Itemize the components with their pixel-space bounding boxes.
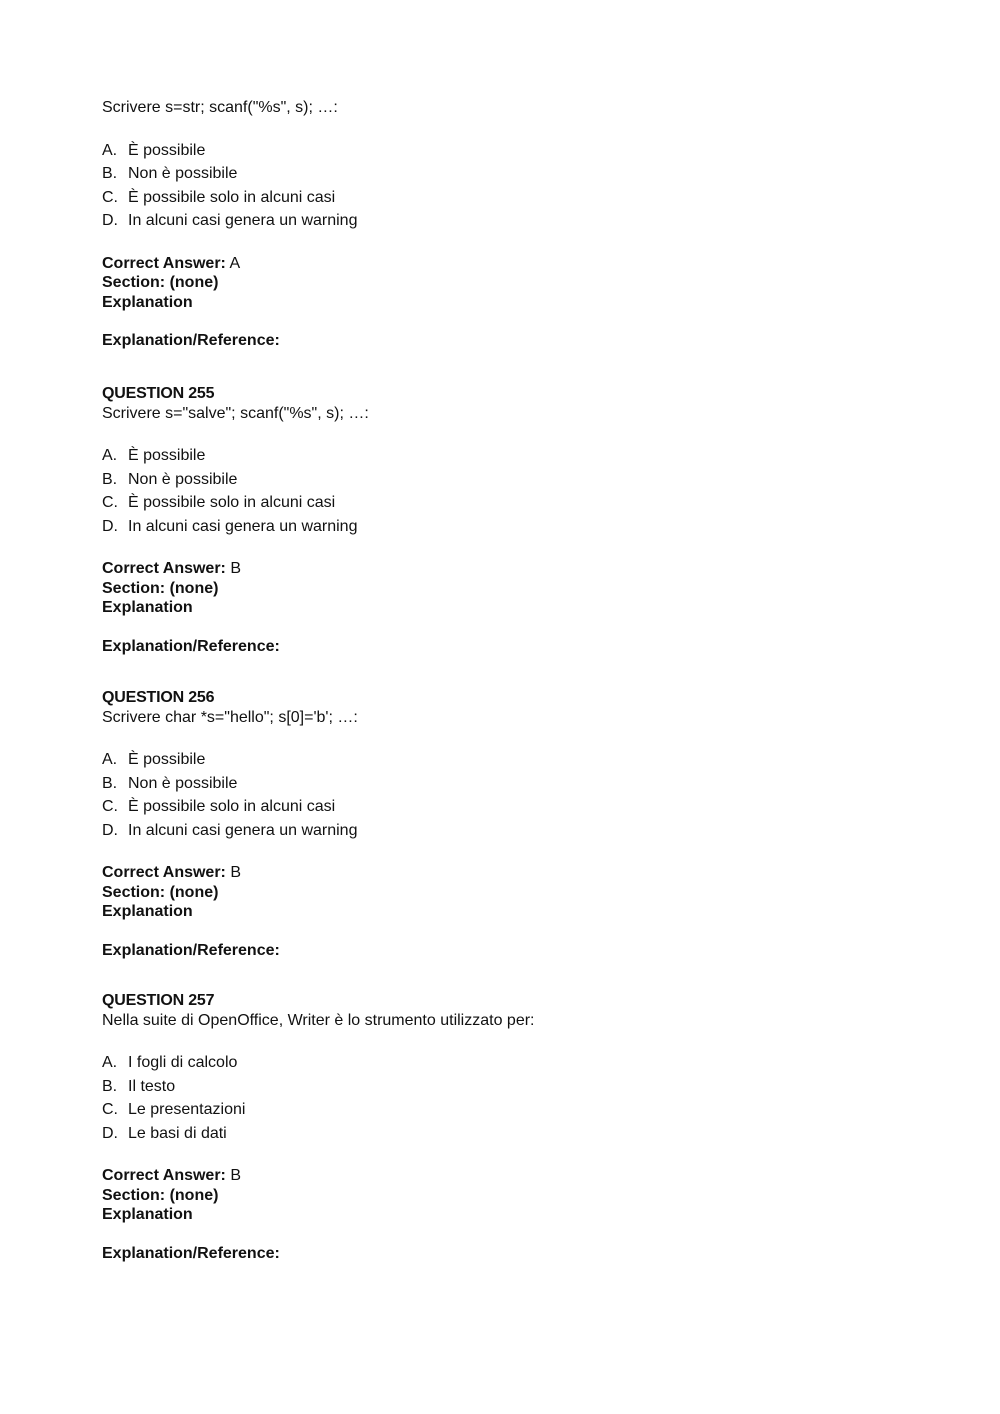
- option-text: Non è possibile: [128, 165, 238, 182]
- option-item: [102, 491, 902, 515]
- question-block: [102, 688, 902, 961]
- option-text: È possibile solo in alcuni casi: [128, 188, 336, 206]
- option-item: [102, 772, 902, 796]
- correct-answer-value: A: [229, 254, 241, 272]
- explanation-label: Explanation: [102, 599, 193, 616]
- option-text: Le basi di dati: [128, 1124, 227, 1142]
- section-label: Section: (none): [102, 579, 219, 597]
- option-list: [102, 444, 902, 538]
- option-letter: B.: [102, 165, 118, 182]
- option-letter: B.: [102, 1077, 118, 1095]
- option-letter: B.: [102, 470, 118, 488]
- question-prompt: Scrivere s=str; scanf("%s", s); …:: [102, 99, 338, 116]
- question-title: QUESTION 257: [102, 992, 215, 1009]
- answer-meta: [102, 254, 902, 313]
- option-letter: A.: [102, 447, 118, 464]
- option-item: [102, 1122, 902, 1146]
- question-prompt: Scrivere s="salve"; scanf("%s", s); …:: [102, 404, 369, 422]
- correct-answer: [102, 559, 902, 579]
- correct-answer: [102, 1166, 902, 1186]
- answer-meta: [102, 863, 902, 922]
- explanation-reference-label: Explanation/Reference:: [102, 941, 280, 959]
- option-list: [102, 748, 902, 842]
- explanation-label: Explanation: [102, 903, 193, 920]
- section-label: Section: (none): [102, 1186, 219, 1204]
- option-item: [102, 139, 902, 163]
- option-text: In alcuni casi genera un warning: [128, 821, 358, 839]
- option-text: È possibile: [128, 141, 206, 159]
- option-item: [102, 1098, 902, 1122]
- option-letter: C.: [102, 188, 118, 206]
- option-letter: C.: [102, 798, 118, 815]
- question-title: QUESTION 255: [102, 385, 215, 402]
- explanation-label: Explanation: [102, 1206, 193, 1223]
- option-text: In alcuni casi genera un warning: [128, 212, 358, 229]
- option-text: È possibile: [128, 447, 206, 464]
- question-title: QUESTION 256: [102, 689, 215, 706]
- option-item: [102, 515, 902, 539]
- option-letter: A.: [102, 141, 118, 159]
- question-block: [102, 991, 902, 1264]
- answer-meta: [102, 559, 902, 618]
- question-prompt: Scrivere char *s="hello"; s[0]='b'; …:: [102, 708, 358, 726]
- correct-answer-label: Correct Answer:: [102, 1167, 226, 1184]
- option-text: I fogli di calcolo: [128, 1054, 238, 1071]
- option-text: In alcuni casi genera un warning: [128, 517, 358, 535]
- option-text: Le presentazioni: [128, 1101, 246, 1118]
- explanation-reference-label: Explanation/Reference:: [102, 637, 280, 655]
- option-list: [102, 139, 902, 233]
- option-letter: D.: [102, 212, 118, 229]
- correct-answer-label: Correct Answer:: [102, 560, 226, 577]
- correct-answer-label: Correct Answer:: [102, 864, 226, 881]
- option-item: [102, 795, 902, 819]
- option-text: Il testo: [128, 1077, 176, 1095]
- explanation-reference-label: Explanation/Reference:: [102, 332, 280, 349]
- option-letter: C.: [102, 1101, 118, 1118]
- option-letter: B.: [102, 774, 118, 792]
- option-text: È possibile: [128, 751, 206, 768]
- correct-answer-value: B: [230, 864, 242, 881]
- section-label: Section: (none): [102, 883, 219, 901]
- option-item: [102, 186, 902, 210]
- question-block: [102, 384, 902, 657]
- option-text: È possibile solo in alcuni casi: [128, 494, 336, 511]
- option-text: È possibile solo in alcuni casi: [128, 798, 336, 815]
- option-letter: A.: [102, 1054, 118, 1071]
- correct-answer: [102, 863, 902, 883]
- option-list: [102, 1051, 902, 1145]
- option-item: [102, 1075, 902, 1099]
- option-item: [102, 444, 902, 468]
- correct-answer-value: B: [230, 1167, 242, 1184]
- option-text: Non è possibile: [128, 470, 238, 488]
- question-block: [102, 98, 902, 351]
- correct-answer-label: Correct Answer:: [102, 254, 226, 272]
- option-item: [102, 819, 902, 843]
- option-letter: D.: [102, 517, 118, 535]
- option-letter: A.: [102, 751, 118, 768]
- option-letter: D.: [102, 821, 118, 839]
- section-label: Section: (none): [102, 274, 219, 291]
- option-item: [102, 468, 902, 492]
- option-letter: C.: [102, 494, 118, 511]
- correct-answer: [102, 254, 902, 274]
- option-letter: D.: [102, 1124, 118, 1142]
- option-item: [102, 162, 902, 186]
- option-item: [102, 1051, 902, 1075]
- explanation-reference-label: Explanation/Reference:: [102, 1244, 280, 1262]
- answer-meta: [102, 1166, 902, 1225]
- question-prompt: Nella suite di OpenOffice, Writer è lo strumento utilizzato per:: [102, 1011, 535, 1029]
- correct-answer-value: B: [230, 560, 242, 577]
- option-item: [102, 209, 902, 233]
- explanation-label: Explanation: [102, 293, 193, 311]
- option-text: Non è possibile: [128, 774, 238, 792]
- option-item: [102, 748, 902, 772]
